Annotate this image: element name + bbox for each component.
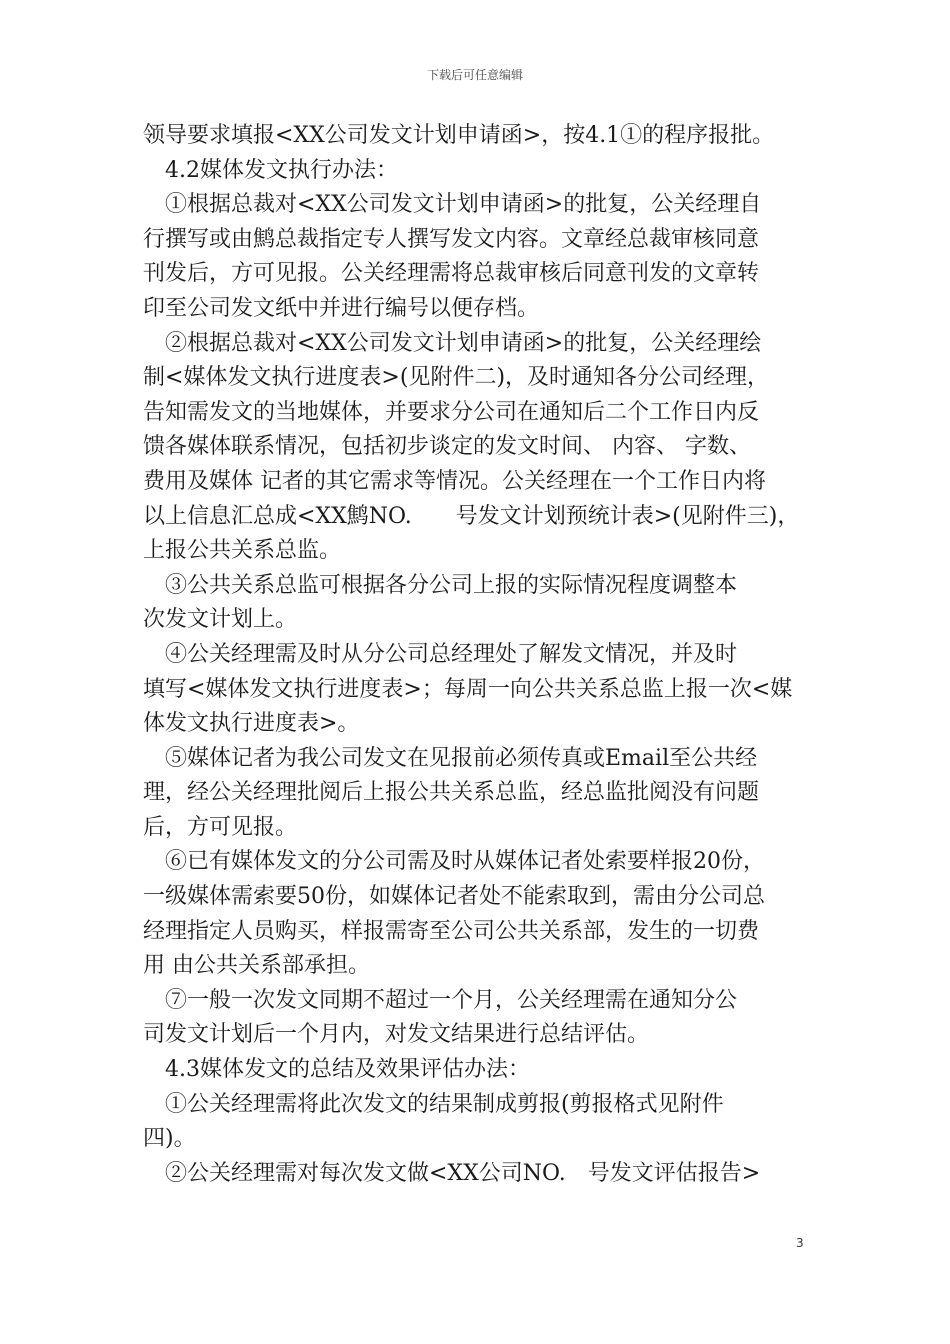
text-line: ②根据总裁对<XX公司发文计划申请函>的批复，公关经理绘 [143,330,762,356]
text-line: 行撰写或由鹪总裁指定专人撰写发文内容。文章经总裁审核同意 [143,226,760,252]
text-line: 后，方可见报。 [143,814,298,840]
text-line: ②公关经理需对每次发文做<XX公司NO. 号发文评估报告> [143,1160,761,1186]
text-line: 制<媒体发文执行进度表>(见附件二)，及时通知各分公司经理， [143,365,770,391]
text-line: ⑦一般一次发文同期不超过一个月，公关经理需在通知分公 [143,987,738,1013]
document-body [143,119,811,1191]
text-line: 告知需发文的当地媒体，并要求分公司在通知后二个工作日内反 [143,399,760,425]
text-line: ⑥已有媒体发文的分公司需及时从媒体记者处索要样报20份， [143,849,765,875]
text-line: 用 由公共关系部承担。 [143,953,370,979]
text-line: ④公关经理需及时从分公司总经理处了解发文情况，并及时 [143,641,738,667]
text-line: ①根据总裁对<XX公司发文计划申请函>的批复，公关经理自 [143,192,762,218]
page-header: 下载后可任意编辑 [426,68,523,82]
text-line: 填写<媒体发文执行进度表>；每周一向公共关系总监上报一次<媒 [143,676,793,702]
text-line: 上报公共关系总监。 [143,538,342,564]
text-line: 司发文计划后一个月内，对发文结果进行总结评估。 [143,1022,650,1048]
text-line: 领导要求填报<XX公司发文计划申请函>，按4.1①的程序报批。 [143,123,775,148]
text-line: 费用及媒体 记者的其它需求等情况。公关经理在一个工作日内将 [143,468,766,494]
text-line: 一级媒体需索要50份，如媒体记者处不能索取到，需由分公司总 [143,884,765,910]
text-line: 次发文计划上。 [143,607,298,633]
text-line: 四)。 [143,1126,196,1152]
text-line: 体发文执行进度表>。 [143,711,360,737]
text-line: ③公共关系总监可根据各分公司上报的实际情况程度调整本 [143,572,738,598]
section-heading: 4.3媒体发文的总结及效果评估办法： [143,1057,530,1083]
text-line: 经理指定人员购买，样报需寄至公司公共关系部，发生的一切费 [143,918,760,944]
section-heading: 4.2媒体发文执行办法： [143,157,398,183]
text-line: 理，经公关经理批阅后上报公共关系总监，经总监批阅没有问题 [143,780,760,806]
text-line: ⑤媒体记者为我公司发文在见报前必须传真或Email至公共经 [143,745,758,771]
text-line: 馈各媒体联系情况，包括初步谈定的发文时间、 内容、 字数、 [143,434,751,460]
text-line: 刊发后，方可见报。公关经理需将总裁审核后同意刊发的文章转 [143,261,760,287]
page-number: 3 [796,1236,804,1250]
text-line: 以上信息汇总成<XX鹪NO. 号发文计划预统计表>(见附件三)， [143,503,800,529]
text-line: 印至公司发文纸中并进行编号以便存档。 [143,295,540,321]
text-line: ①公关经理需将此次发文的结果制成剪报(剪报格式见附件 [143,1091,724,1117]
